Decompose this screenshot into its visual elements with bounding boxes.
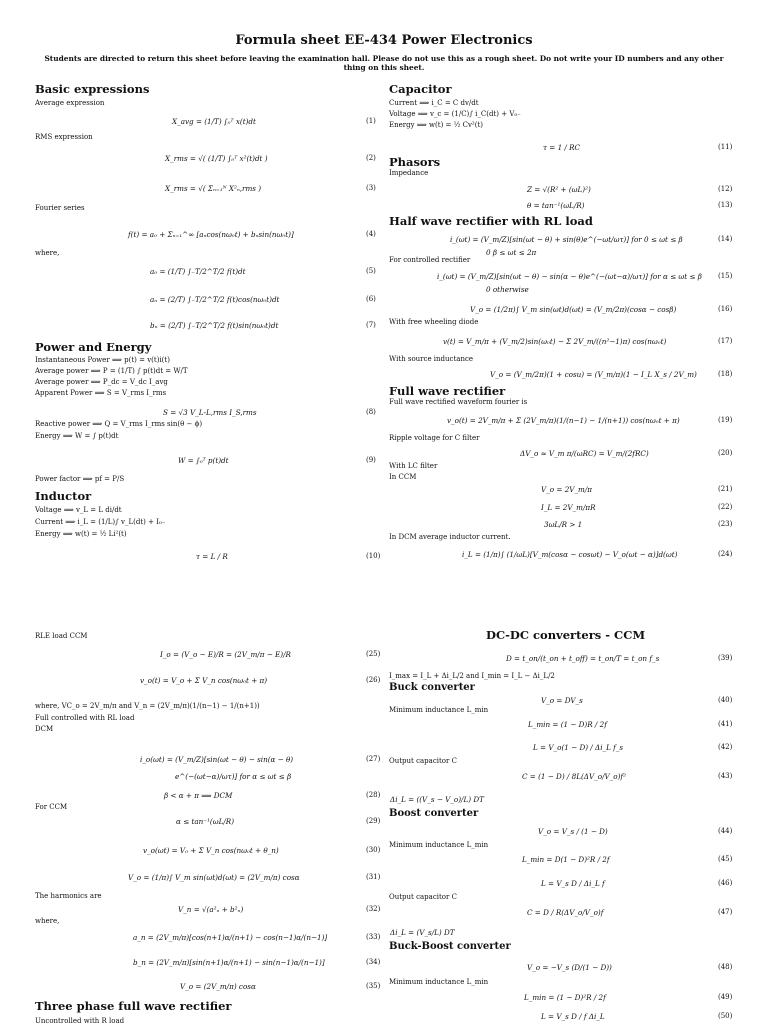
equation: v_o(t) = 2V_m/π + Σ (2V_m/π)(1/(n−1) − 1/(n+1)) cos(nω₀t + π) — [447, 416, 680, 425]
equation: a_n = (2V_m/π)[cos(n+1)α/(n+1) − cos(n−1)α/(n−1)] — [133, 933, 328, 942]
equation-number: (17) — [718, 337, 733, 345]
equation: L = V_s D / Δi_L f — [541, 879, 605, 888]
body-text: where, — [35, 249, 60, 257]
equation: L_min = (1 − D)R / 2f — [528, 720, 607, 729]
equation-number: (49) — [718, 993, 733, 1001]
body-text: Apparent Power ⟹ S = V_rms I_rms — [35, 389, 167, 397]
equation-number: (11) — [718, 143, 733, 151]
section-heading: Inductor — [35, 489, 92, 503]
equation: v_o(t) = V_o + Σ V_n cos(nω₀t + π) — [140, 676, 268, 685]
equation-number: (21) — [718, 485, 733, 493]
equation: S = √3 V_L-L,rms I_S,rms — [163, 408, 257, 417]
equation-number: (28) — [366, 791, 381, 799]
equation: I_o = (V_o − E)/R = (2V_m/π − E)/R — [160, 650, 291, 659]
equation: θ = tan⁻¹(ωL/R) — [527, 201, 585, 210]
equation: β < α + π ⟹ DCM — [164, 791, 233, 800]
body-text: Current ⟹ i_C = C dv/dt — [389, 99, 479, 107]
section-heading: Power and Energy — [35, 340, 152, 354]
equation-number: (41) — [718, 720, 733, 728]
equation-number: (5) — [366, 267, 376, 275]
equation: I_L = 2V_m/πR — [541, 503, 596, 512]
section-heading: Phasors — [389, 155, 441, 169]
body-text: Minimum inductance L_min — [389, 841, 489, 849]
equation-number: (46) — [718, 879, 733, 887]
equation-number: (45) — [718, 855, 733, 863]
section-heading: Boost converter — [389, 808, 479, 819]
equation: V_o = (V_m/2π)(1 + cosu) = (V_m/π)(1 − I_L X_s / 2V_m) — [490, 370, 697, 379]
equation-number: (23) — [718, 520, 733, 528]
equation: e^(−(ωt−α)/ωτ)] for α ≤ ωt ≤ β — [175, 772, 292, 781]
body-text: Energy ⟹ W = ∫ p(t)dt — [35, 432, 119, 440]
equation-number: (1) — [366, 117, 376, 125]
equation: L = V_s D / f Δi_L — [541, 1012, 605, 1021]
body-text: Minimum inductance L_min — [389, 978, 489, 986]
equation: f(t) = a₀ + Σₙ₌₁^∞ [aₙcos(nω₀t) + bₙsin(nω₀t)] — [128, 230, 294, 239]
body-text: DCM — [35, 725, 54, 733]
body-text: For CCM — [35, 803, 68, 811]
body-text: Instantaneous Power ⟹ p(t) = v(t)i(t) — [35, 356, 170, 364]
equation: 0 β ≤ ωt ≤ 2π — [486, 248, 537, 257]
body-text: Reactive power ⟹ Q = V_rms I_rms sin(θ − ϕ) — [35, 420, 203, 428]
body-text: With free wheeling diode — [389, 318, 479, 326]
body-text: Output capacitor C — [389, 757, 457, 765]
equation: i_o(ωt) = (V_m/Z)[sin(ωt − θ) − sin(α − θ) — [140, 755, 294, 764]
equation: L = V_o(1 − D) / Δi_L f_s — [533, 743, 624, 752]
body-text: Ripple voltage for C filter — [389, 434, 480, 442]
body-text: where, — [35, 917, 60, 925]
body-text: Full controlled with RL load — [35, 714, 135, 722]
equation-number: (34) — [366, 958, 381, 966]
body-text: Energy ⟹ w(t) = ½ Li²(t) — [35, 530, 127, 538]
body-text: Average power ⟹ P = (1/T) ∫ p(t)dt = W/T — [35, 367, 188, 375]
equation: b_n = (2V_m/π)[sin(n+1)α/(n+1) − sin(n−1)α/(n−1)] — [133, 958, 325, 967]
section-heading: DC-DC converters - CCM — [486, 628, 646, 642]
equation: X_avg = (1/T) ∫₀ᵀ x(t)dt — [172, 117, 256, 126]
equation: L_min = D(1 − D)²R / 2f — [522, 855, 610, 864]
equation-number: (48) — [718, 963, 733, 971]
equation: aₙ = (2/T) ∫₋T/2^T/2 f(t)cos(nω₀t)dt — [150, 295, 280, 304]
equation: L_min = (1 − D)²R / 2f — [524, 993, 606, 1002]
equation-number: (2) — [366, 154, 376, 162]
equation: V_n = √(a²ₙ + b²ₙ) — [178, 905, 244, 914]
equation-number: (20) — [718, 449, 733, 457]
equation-number: (4) — [366, 230, 376, 238]
body-text: RLE load CCM — [35, 632, 88, 640]
equation-number: (13) — [718, 201, 733, 209]
equation: V_o = (1/2π)∫ V_m sin(ωt)d(ωt) = (V_m/2π)(cosα − cosβ) — [470, 305, 677, 314]
equation-number: (18) — [718, 370, 733, 378]
equation-number: (40) — [718, 696, 733, 704]
equation-number: (25) — [366, 650, 381, 658]
section-heading: Basic expressions — [35, 82, 150, 96]
equation-number: (24) — [718, 550, 733, 558]
equation: τ = L / R — [196, 552, 228, 561]
equation-number: (30) — [366, 846, 381, 854]
body-text: Power factor ⟹ pf = P/S — [35, 475, 125, 483]
equation: 0 otherwise — [486, 285, 529, 294]
page-title: Formula sheet EE-434 Power Electronics — [235, 33, 533, 48]
body-text: Average power ⟹ P_dc = V_dc I_avg — [35, 378, 168, 386]
section-heading: Half wave rectifier with RL load — [389, 214, 593, 228]
body-text: Output capacitor C — [389, 893, 457, 901]
body-text: For controlled rectifier — [389, 256, 471, 264]
body-text: Fourier series — [35, 204, 85, 212]
equation: Z = √(R² + (ωL)²) — [527, 185, 591, 194]
body-text: With LC filter — [389, 462, 438, 470]
body-text: I_max = I_L + Δi_L/2 and I_min = I_L − Δi_L/2 — [389, 672, 555, 680]
equation: a₀ = (1/T) ∫₋T/2^T/2 f(t)dt — [150, 267, 246, 276]
section-heading: Full wave rectifier — [389, 384, 506, 398]
equation: ΔV_o ≈ V_m π/(ωRC) = V_m/(2fRC) — [520, 449, 649, 458]
body-text: Energy ⟹ w(t) = ½ Cv²(t) — [389, 121, 484, 129]
equation: 3ωL/R > 1 — [544, 520, 583, 529]
equation-number: (19) — [718, 416, 733, 424]
section-heading: Three phase full wave rectifier — [35, 999, 232, 1013]
body-text: RMS expression — [35, 133, 93, 141]
body-text: Voltage ⟹ v_L = L di/dt — [35, 506, 122, 514]
equation: α ≤ tan⁻¹(ωL/R) — [176, 817, 234, 826]
body-text: Impedance — [389, 169, 429, 177]
equation-number: (39) — [718, 654, 733, 662]
equation: C = D / R(ΔV_o/V_o)f — [527, 908, 604, 917]
equation: v(t) = V_m/π + (V_m/2)sin(ω₀t) − Σ 2V_m/((n²−1)π) cos(nω₀t) — [443, 337, 667, 346]
equation: v_o(ωt) = V₀ + Σ V_n cos(nω₀t + θ_n) — [143, 846, 279, 855]
equation: V_o = DV_s — [541, 696, 583, 705]
equation-number: (10) — [366, 552, 381, 560]
equation-number: (26) — [366, 676, 381, 684]
body-text: Uncontrolled with R load — [35, 1017, 125, 1025]
equation-number: (32) — [366, 905, 381, 913]
equation: V_o = 2V_m/π — [541, 485, 593, 494]
equation-number: (27) — [366, 755, 381, 763]
equation: X_rms = √( (1/T) ∫₀ᵀ x²(t)dt ) — [165, 154, 268, 163]
equation: Δi_L = ((V_s − V_o)/L) DT — [390, 795, 484, 804]
body-text: In DCM average inductor current. — [389, 533, 511, 541]
equation-number: (47) — [718, 908, 733, 916]
equation: τ = 1 / RC — [543, 143, 581, 152]
equation: V_o = (1/π)∫ V_m sin(ωt)d(ωt) = (2V_m/π) cosα — [128, 873, 300, 882]
section-heading: Capacitor — [389, 82, 452, 96]
equation-number: (6) — [366, 295, 376, 303]
equation-number: (7) — [366, 321, 376, 329]
equation: V_o = (2V_m/π) cosα — [180, 982, 256, 991]
equation-number: (14) — [718, 235, 733, 243]
notice-text: Students are directed to return this sheet before leaving the examination hall. Please do not use this as a rough sheet. Do not write your ID numbers and any other thing on this sheet. — [44, 54, 724, 72]
equation-number: (35) — [366, 982, 381, 990]
equation-number: (43) — [718, 772, 733, 780]
equation: Δi_L = (V_s/L) DT — [390, 928, 455, 937]
equation: i_L = (1/π)∫ (1/ωL)[V_m(cosα − cosωt) − V_o(ωt − α)]d(ωt) — [462, 550, 678, 559]
body-text: Current ⟹ i_L = (1/L)∫ v_L(dt) + I₀₋ — [35, 518, 166, 526]
equation-number: (16) — [718, 305, 733, 313]
equation-number: (8) — [366, 408, 376, 416]
equation-number: (22) — [718, 503, 733, 511]
equation-number: (12) — [718, 185, 733, 193]
equation-number: (44) — [718, 827, 733, 835]
equation: V_o = −V_s (D/(1 − D)) — [527, 963, 612, 972]
equation: i_(ωt) = (V_m/Z)[sin(ωt − θ) + sin(θ)e^(−ωt/ωτ)] for 0 ≤ ωt ≤ β — [450, 235, 683, 244]
equation: C = (1 − D) / 8L(ΔV_o/V_o)f² — [522, 772, 626, 781]
body-text: The harmonics are — [35, 892, 102, 900]
equation: i_(ωt) = (V_m/Z)[sin(ωt − θ) − sin(α − θ)e^(−(ωt−α)/ωτ)] for α ≤ ωt ≤ β — [437, 272, 702, 281]
equation: bₙ = (2/T) ∫₋T/2^T/2 f(t)sin(nω₀t)dt — [150, 321, 279, 330]
equation-number: (9) — [366, 456, 376, 464]
body-text: Voltage ⟹ v_c = (1/C)∫ i_C(dt) + V₀₋ — [389, 110, 521, 118]
equation-number: (42) — [718, 743, 733, 751]
body-text: Full wave rectified waveform fourier is — [389, 398, 528, 406]
equation-number: (31) — [366, 873, 381, 881]
equation: W = ∫₀ᵀ p(t)dt — [178, 456, 229, 465]
body-text: With source inductance — [389, 355, 474, 363]
equation-number: (3) — [366, 184, 376, 192]
equation-number: (50) — [718, 1012, 733, 1020]
equation-number: (29) — [366, 817, 381, 825]
equation: X_rms = √( Σₙ₌₁ᴺ X²ₙ,rms ) — [165, 184, 262, 193]
equation-number: (15) — [718, 272, 733, 280]
body-text: Average expression — [35, 99, 105, 107]
equation-number: (33) — [366, 933, 381, 941]
body-text: where, VC_o = 2V_m/π and V_n = (2V_m/π)(1/(n−1) − 1/(n+1)) — [35, 702, 260, 710]
equation: D = t_on/(t_on + t_off) = t_on/T = t_on f_s — [506, 654, 660, 663]
body-text: In CCM — [389, 473, 417, 481]
equation: V_o = V_s / (1 − D) — [538, 827, 608, 836]
body-text: Minimum inductance L_min — [389, 706, 489, 714]
section-heading: Buck converter — [389, 682, 475, 693]
section-heading: Buck-Boost converter — [389, 941, 511, 952]
